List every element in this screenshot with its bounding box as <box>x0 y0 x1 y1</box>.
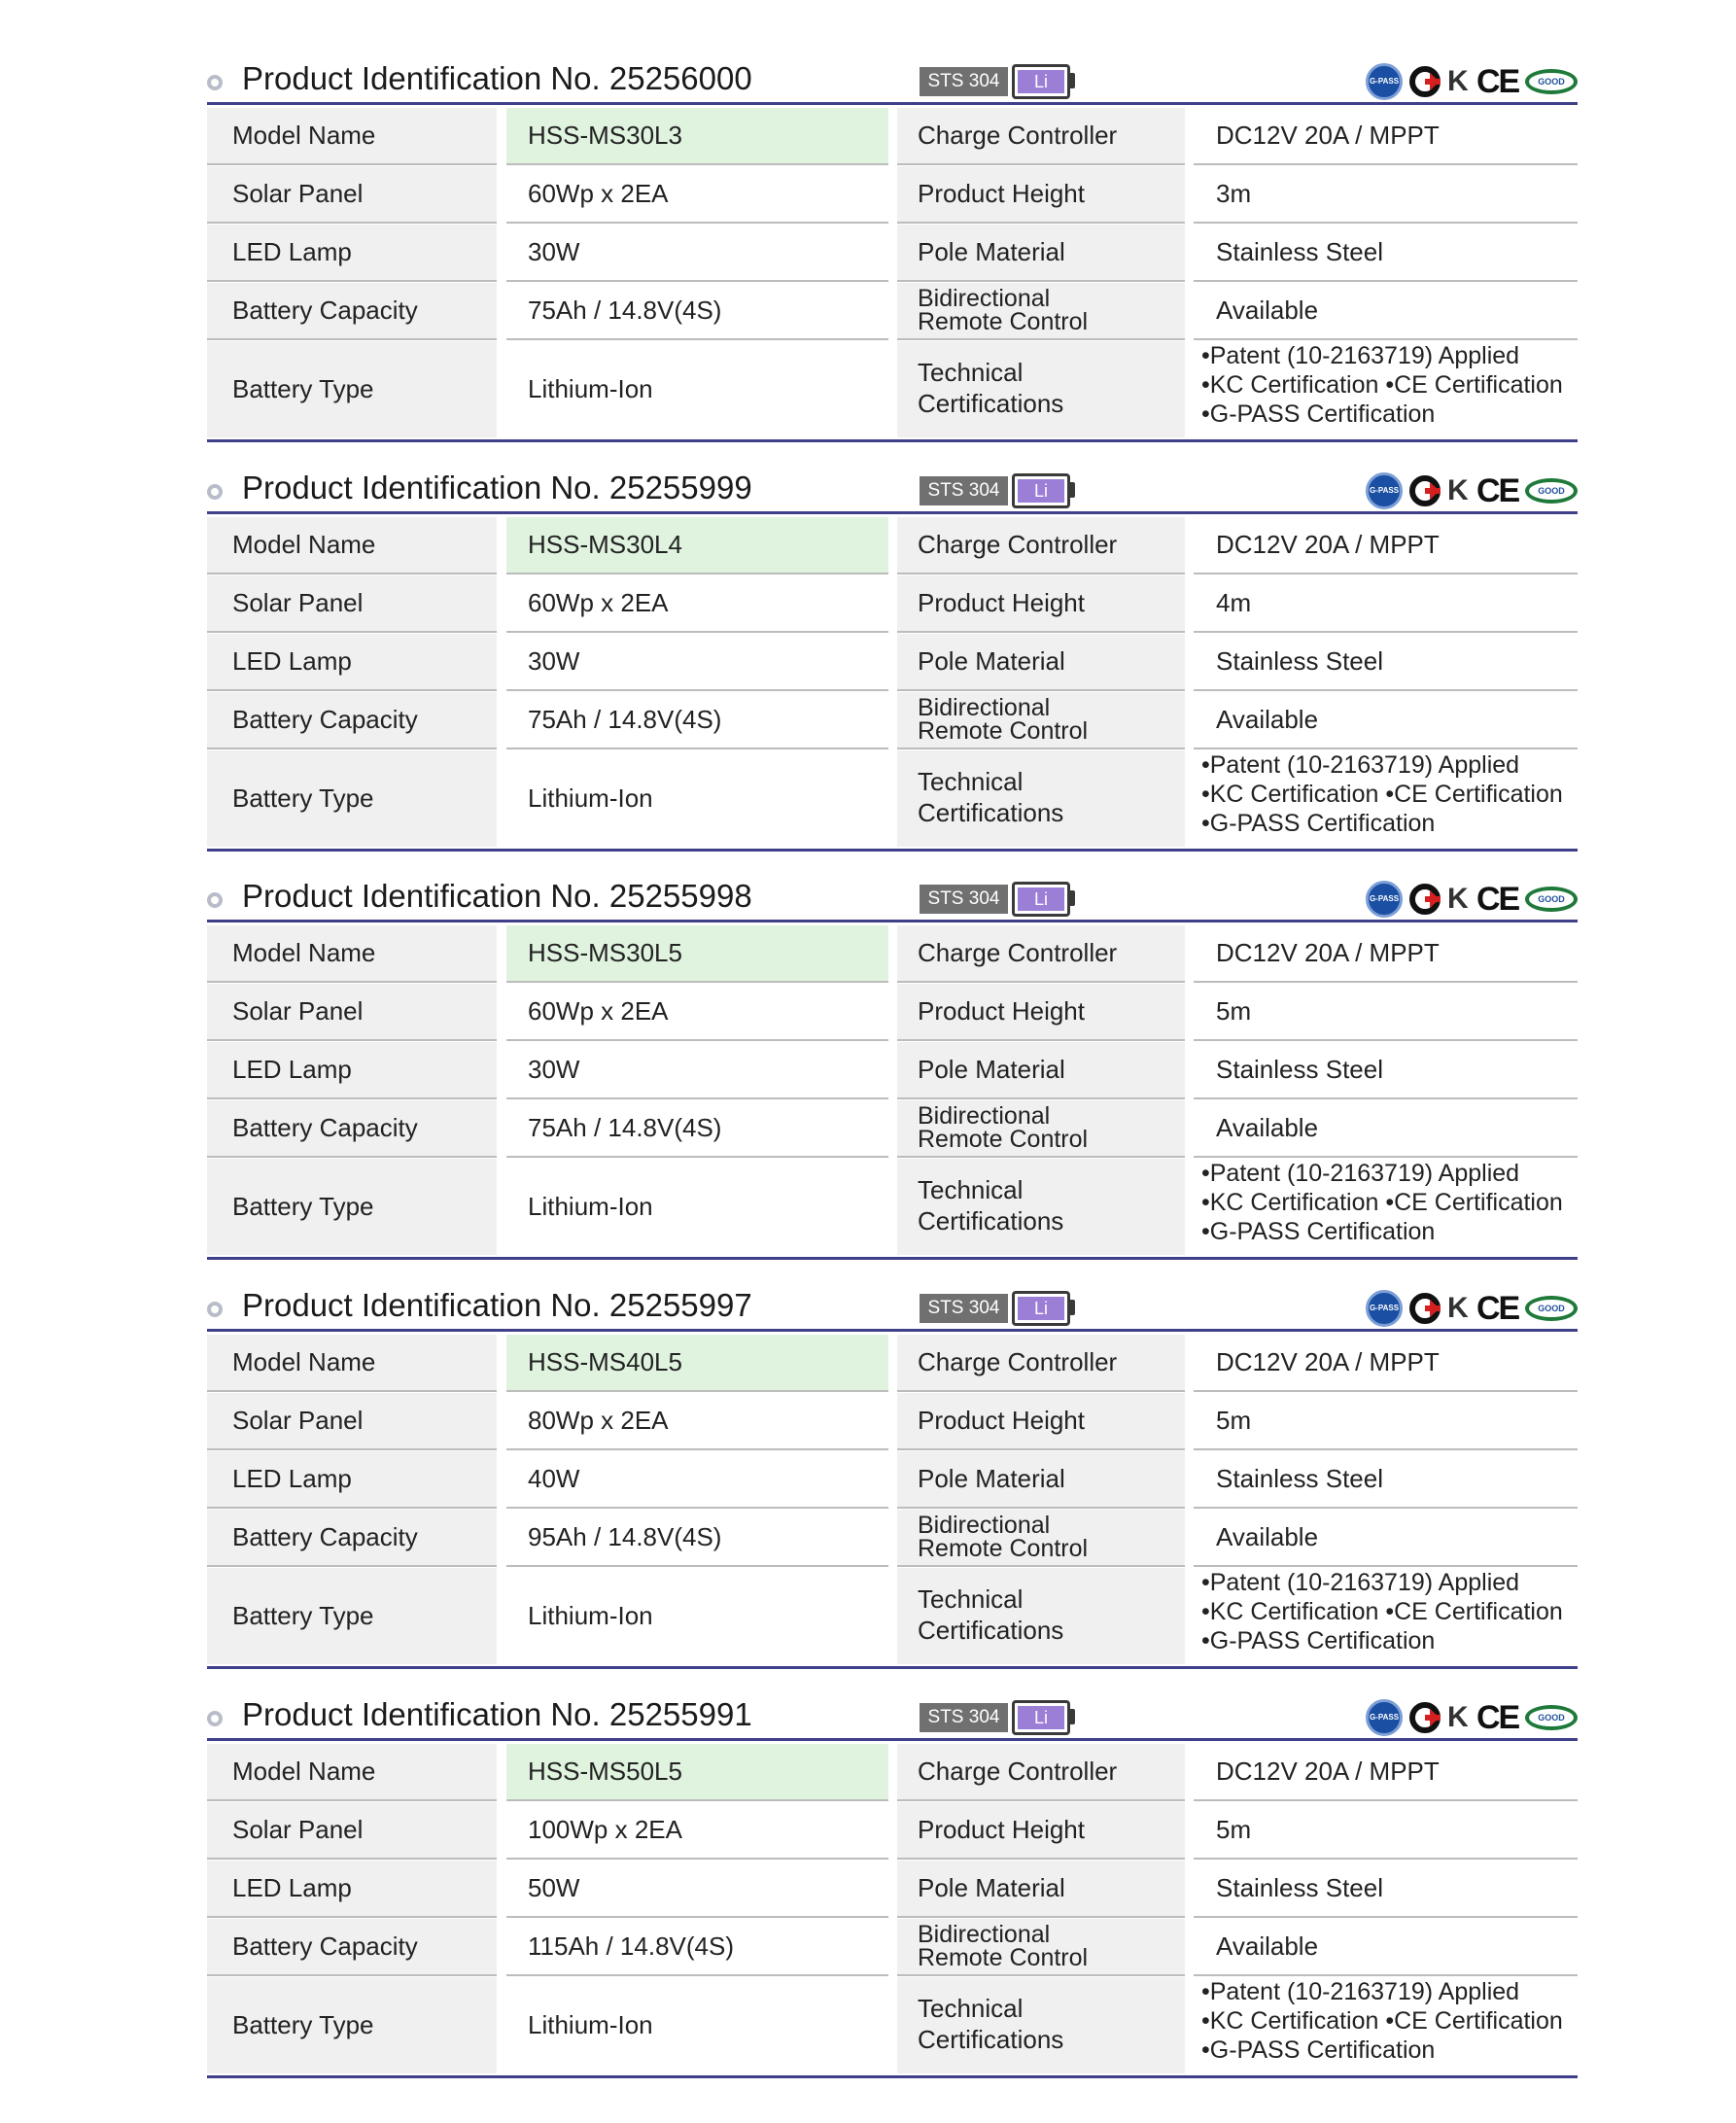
cert-line: •KC Certification •CE Certification <box>1201 1189 1563 1216</box>
label-model-name: Model Name <box>207 108 497 163</box>
value-led-lamp: 40W <box>528 1464 580 1493</box>
cert-line: •KC Certification •CE Certification <box>1201 1598 1563 1625</box>
good-design-icon: GOOD <box>1525 1705 1578 1730</box>
value-battery-type: Lithium-Ion <box>528 2010 653 2039</box>
g-mark-icon <box>1408 883 1441 916</box>
value-battery-capacity: 115Ah / 14.8V(4S) <box>528 1932 734 1961</box>
label-battery-type: Battery Type <box>207 341 497 437</box>
value-certifications <box>1194 1159 1578 1255</box>
battery-label: Li <box>1018 887 1064 911</box>
good-design-icon: GOOD <box>1525 887 1578 912</box>
cert-logos <box>1366 470 1578 512</box>
label-battery-type: Battery Type <box>207 1159 497 1255</box>
label-product-height: Product Height <box>897 1802 1185 1858</box>
cert-logos <box>1366 60 1578 103</box>
value-remote-control: Available <box>1216 705 1319 734</box>
label-battery-type: Battery Type <box>207 750 497 847</box>
battery-tip <box>1070 482 1075 498</box>
label-solar-panel: Solar Panel <box>207 1393 497 1448</box>
section-header <box>207 51 1578 105</box>
label-technical-certifications <box>897 1568 1185 1664</box>
good-design-icon: GOOD <box>1525 1296 1578 1321</box>
lithium-battery-icon <box>1012 473 1070 508</box>
cert-line: •G-PASS Certification <box>1201 400 1436 428</box>
label-led-lamp: LED Lamp <box>207 1861 497 1916</box>
label-battery-capacity: Battery Capacity <box>207 1510 497 1565</box>
kc-mark-icon: K <box>1447 1292 1465 1324</box>
g-mark-icon <box>1408 65 1441 98</box>
battery-label: Li <box>1018 1706 1064 1729</box>
battery-label: Li <box>1018 1297 1064 1320</box>
cert-line: •G-PASS Certification <box>1201 2036 1436 2064</box>
value-remote-control: Available <box>1216 1932 1319 1961</box>
table-bottom-rule <box>207 439 1578 442</box>
label-model-name: Model Name <box>207 1335 497 1390</box>
label-remote-line1: Bidirectional <box>918 1102 1051 1130</box>
label-technical-certifications <box>897 750 1185 847</box>
value-certifications <box>1194 750 1578 847</box>
label-charge-controller: Charge Controller <box>897 108 1185 163</box>
value-led-lamp: 30W <box>528 1055 580 1084</box>
label-pole-material: Pole Material <box>897 634 1185 689</box>
value-certifications <box>1194 1977 1578 2073</box>
kc-mark-icon: K <box>1447 65 1465 97</box>
value-solar-panel: 100Wp x 2EA <box>528 1815 682 1844</box>
value-battery-type: Lithium-Ion <box>528 374 653 403</box>
product-spec-section <box>207 460 1578 851</box>
ce-mark-icon: CE <box>1476 1290 1519 1327</box>
product-spec-section <box>207 1277 1578 1668</box>
label-product-height: Product Height <box>897 575 1185 631</box>
label-remote-line2: Remote Control <box>918 1535 1089 1562</box>
product-id-title: Product Identification No. 25256000 <box>242 60 752 96</box>
label-charge-controller: Charge Controller <box>897 517 1185 573</box>
lithium-battery-icon <box>1012 64 1070 99</box>
label-model-name: Model Name <box>207 517 497 573</box>
product-spec-section <box>207 1687 1578 2077</box>
value-product-height: 3m <box>1216 179 1252 208</box>
lithium-battery-icon <box>1012 882 1070 917</box>
label-technical-certifications <box>897 1977 1185 2073</box>
value-certifications <box>1194 1568 1578 1664</box>
label-battery-capacity: Battery Capacity <box>207 692 497 748</box>
label-remote-line1: Bidirectional <box>918 1512 1051 1539</box>
value-model-name: HSS-MS30L4 <box>506 517 888 573</box>
label-pole-material: Pole Material <box>897 1451 1185 1507</box>
sts304-badge: STS 304 <box>920 1703 1008 1732</box>
gpass-globe-icon: G-PASS <box>1366 881 1403 918</box>
label-tech-line2: Certifications <box>918 1616 1064 1645</box>
label-tech-line2: Certifications <box>918 389 1064 418</box>
label-pole-material: Pole Material <box>897 1042 1185 1097</box>
cert-line: •Patent (10-2163719) Applied <box>1201 1160 1520 1187</box>
g-mark-icon <box>1408 1292 1441 1325</box>
label-solar-panel: Solar Panel <box>207 575 497 631</box>
spec-table <box>207 1332 1578 1668</box>
label-product-height: Product Height <box>897 166 1185 222</box>
table-bottom-rule <box>207 849 1578 852</box>
value-battery-capacity: 95Ah / 14.8V(4S) <box>528 1522 722 1551</box>
value-battery-capacity: 75Ah / 14.8V(4S) <box>528 1113 722 1142</box>
value-product-height: 4m <box>1216 588 1252 617</box>
section-header <box>207 868 1578 922</box>
value-remote-control: Available <box>1216 296 1319 325</box>
label-remote-line1: Bidirectional <box>918 285 1051 312</box>
battery-tip <box>1070 73 1075 88</box>
label-charge-controller: Charge Controller <box>897 925 1185 981</box>
battery-label: Li <box>1018 70 1064 93</box>
label-model-name: Model Name <box>207 925 497 981</box>
lithium-battery-icon <box>1012 1700 1070 1735</box>
label-charge-controller: Charge Controller <box>897 1744 1185 1799</box>
label-remote-control <box>897 1510 1185 1565</box>
value-pole-material: Stainless Steel <box>1216 646 1383 676</box>
spec-table <box>207 922 1578 1259</box>
label-remote-control <box>897 1100 1185 1156</box>
lithium-battery-icon <box>1012 1291 1070 1326</box>
value-model-name: HSS-MS40L5 <box>506 1335 888 1390</box>
sts304-badge: STS 304 <box>920 885 1008 914</box>
label-remote-line2: Remote Control <box>918 717 1089 745</box>
value-charge-controller: DC12V 20A / MPPT <box>1216 938 1440 967</box>
value-remote-control: Available <box>1216 1522 1319 1551</box>
bullet-icon <box>207 484 223 500</box>
section-header <box>207 460 1578 514</box>
value-solar-panel: 60Wp x 2EA <box>528 588 669 617</box>
ce-mark-icon: CE <box>1476 881 1519 918</box>
good-design-icon: GOOD <box>1525 478 1578 504</box>
product-id-title: Product Identification No. 25255998 <box>242 878 752 914</box>
value-product-height: 5m <box>1216 1815 1252 1844</box>
cert-line: •G-PASS Certification <box>1201 1627 1436 1654</box>
sts304-badge: STS 304 <box>920 1294 1008 1323</box>
value-product-height: 5m <box>1216 996 1252 1026</box>
label-solar-panel: Solar Panel <box>207 984 497 1039</box>
label-solar-panel: Solar Panel <box>207 166 497 222</box>
value-battery-capacity: 75Ah / 14.8V(4S) <box>528 705 722 734</box>
label-pole-material: Pole Material <box>897 225 1185 280</box>
gpass-globe-icon: G-PASS <box>1366 472 1403 509</box>
cert-line: •KC Certification •CE Certification <box>1201 781 1563 808</box>
gpass-globe-icon: G-PASS <box>1366 63 1403 100</box>
cert-line: •Patent (10-2163719) Applied <box>1201 1978 1520 2005</box>
label-charge-controller: Charge Controller <box>897 1335 1185 1390</box>
label-tech-line1: Technical <box>918 1584 1024 1614</box>
label-tech-line1: Technical <box>918 358 1024 387</box>
cert-line: •Patent (10-2163719) Applied <box>1201 342 1520 369</box>
label-tech-line2: Certifications <box>918 798 1064 827</box>
cert-line: •Patent (10-2163719) Applied <box>1201 1569 1520 1596</box>
gpass-globe-icon: G-PASS <box>1366 1290 1403 1327</box>
product-id-title: Product Identification No. 25255997 <box>242 1287 752 1323</box>
label-model-name: Model Name <box>207 1744 497 1799</box>
cert-logos <box>1366 1696 1578 1739</box>
label-tech-line1: Technical <box>918 1175 1024 1204</box>
label-remote-control <box>897 692 1185 748</box>
label-battery-type: Battery Type <box>207 1568 497 1664</box>
product-id-title: Product Identification No. 25255991 <box>242 1696 752 1732</box>
kc-mark-icon: K <box>1447 883 1465 915</box>
cert-line: •Patent (10-2163719) Applied <box>1201 751 1520 779</box>
label-remote-control <box>897 283 1185 338</box>
value-model-name: HSS-MS30L3 <box>506 108 888 163</box>
value-solar-panel: 80Wp x 2EA <box>528 1406 669 1435</box>
value-solar-panel: 60Wp x 2EA <box>528 996 669 1026</box>
label-product-height: Product Height <box>897 1393 1185 1448</box>
value-remote-control: Available <box>1216 1113 1319 1142</box>
value-battery-type: Lithium-Ion <box>528 1601 653 1630</box>
label-remote-line2: Remote Control <box>918 1126 1089 1153</box>
label-battery-capacity: Battery Capacity <box>207 283 497 338</box>
cert-line: •G-PASS Certification <box>1201 1218 1436 1245</box>
value-solar-panel: 60Wp x 2EA <box>528 179 669 208</box>
label-led-lamp: LED Lamp <box>207 634 497 689</box>
battery-tip <box>1070 1300 1075 1315</box>
g-mark-icon <box>1408 474 1441 507</box>
label-remote-line1: Bidirectional <box>918 1921 1051 1948</box>
bullet-icon <box>207 892 223 908</box>
product-spec-section <box>207 51 1578 441</box>
value-battery-type: Lithium-Ion <box>528 783 653 813</box>
label-pole-material: Pole Material <box>897 1861 1185 1916</box>
g-mark-icon <box>1408 1701 1441 1734</box>
value-battery-capacity: 75Ah / 14.8V(4S) <box>528 296 722 325</box>
ce-mark-icon: CE <box>1476 1699 1519 1736</box>
section-header <box>207 1277 1578 1332</box>
value-led-lamp: 50W <box>528 1873 580 1902</box>
bullet-icon <box>207 1711 223 1726</box>
label-tech-line2: Certifications <box>918 2025 1064 2054</box>
cert-line: •KC Certification •CE Certification <box>1201 371 1563 399</box>
spec-table <box>207 514 1578 851</box>
value-led-lamp: 30W <box>528 237 580 266</box>
label-solar-panel: Solar Panel <box>207 1802 497 1858</box>
label-battery-capacity: Battery Capacity <box>207 1100 497 1156</box>
value-led-lamp: 30W <box>528 646 580 676</box>
label-remote-control <box>897 1919 1185 1974</box>
product-spec-section <box>207 868 1578 1259</box>
battery-tip <box>1070 890 1075 906</box>
value-pole-material: Stainless Steel <box>1216 1873 1383 1902</box>
spec-table <box>207 105 1578 441</box>
table-bottom-rule <box>207 1257 1578 1260</box>
value-model-name: HSS-MS50L5 <box>506 1744 888 1799</box>
battery-tip <box>1070 1709 1075 1724</box>
cert-logos <box>1366 1287 1578 1330</box>
cert-logos <box>1366 878 1578 921</box>
value-product-height: 5m <box>1216 1406 1252 1435</box>
battery-label: Li <box>1018 479 1064 503</box>
value-battery-type: Lithium-Ion <box>528 1192 653 1221</box>
cert-line: •KC Certification •CE Certification <box>1201 2007 1563 2035</box>
value-pole-material: Stainless Steel <box>1216 1464 1383 1493</box>
spec-table <box>207 1741 1578 2077</box>
value-charge-controller: DC12V 20A / MPPT <box>1216 1757 1440 1786</box>
sts304-badge: STS 304 <box>920 476 1008 505</box>
label-led-lamp: LED Lamp <box>207 1042 497 1097</box>
table-bottom-rule <box>207 1666 1578 1669</box>
label-product-height: Product Height <box>897 984 1185 1039</box>
label-tech-line1: Technical <box>918 767 1024 796</box>
value-certifications <box>1194 341 1578 437</box>
product-id-title: Product Identification No. 25255999 <box>242 470 752 505</box>
label-led-lamp: LED Lamp <box>207 1451 497 1507</box>
kc-mark-icon: K <box>1447 1701 1465 1733</box>
value-pole-material: Stainless Steel <box>1216 1055 1383 1084</box>
label-battery-type: Battery Type <box>207 1977 497 2073</box>
label-tech-line2: Certifications <box>918 1206 1064 1236</box>
section-header <box>207 1687 1578 1741</box>
value-model-name: HSS-MS30L5 <box>506 925 888 981</box>
bullet-icon <box>207 75 223 90</box>
label-battery-capacity: Battery Capacity <box>207 1919 497 1974</box>
label-led-lamp: LED Lamp <box>207 225 497 280</box>
label-tech-line1: Technical <box>918 1994 1024 2023</box>
label-technical-certifications <box>897 341 1185 437</box>
cert-line: •G-PASS Certification <box>1201 810 1436 837</box>
label-remote-line1: Bidirectional <box>918 694 1051 721</box>
label-technical-certifications <box>897 1159 1185 1255</box>
label-remote-line2: Remote Control <box>918 1944 1089 1971</box>
kc-mark-icon: K <box>1447 474 1465 506</box>
ce-mark-icon: CE <box>1476 63 1519 100</box>
ce-mark-icon: CE <box>1476 472 1519 509</box>
good-design-icon: GOOD <box>1525 69 1578 94</box>
value-pole-material: Stainless Steel <box>1216 237 1383 266</box>
label-remote-line2: Remote Control <box>918 308 1089 335</box>
sts304-badge: STS 304 <box>920 67 1008 96</box>
value-charge-controller: DC12V 20A / MPPT <box>1216 121 1440 150</box>
value-charge-controller: DC12V 20A / MPPT <box>1216 530 1440 559</box>
bullet-icon <box>207 1302 223 1317</box>
table-bottom-rule <box>207 2075 1578 2078</box>
gpass-globe-icon: G-PASS <box>1366 1699 1403 1736</box>
value-charge-controller: DC12V 20A / MPPT <box>1216 1347 1440 1376</box>
